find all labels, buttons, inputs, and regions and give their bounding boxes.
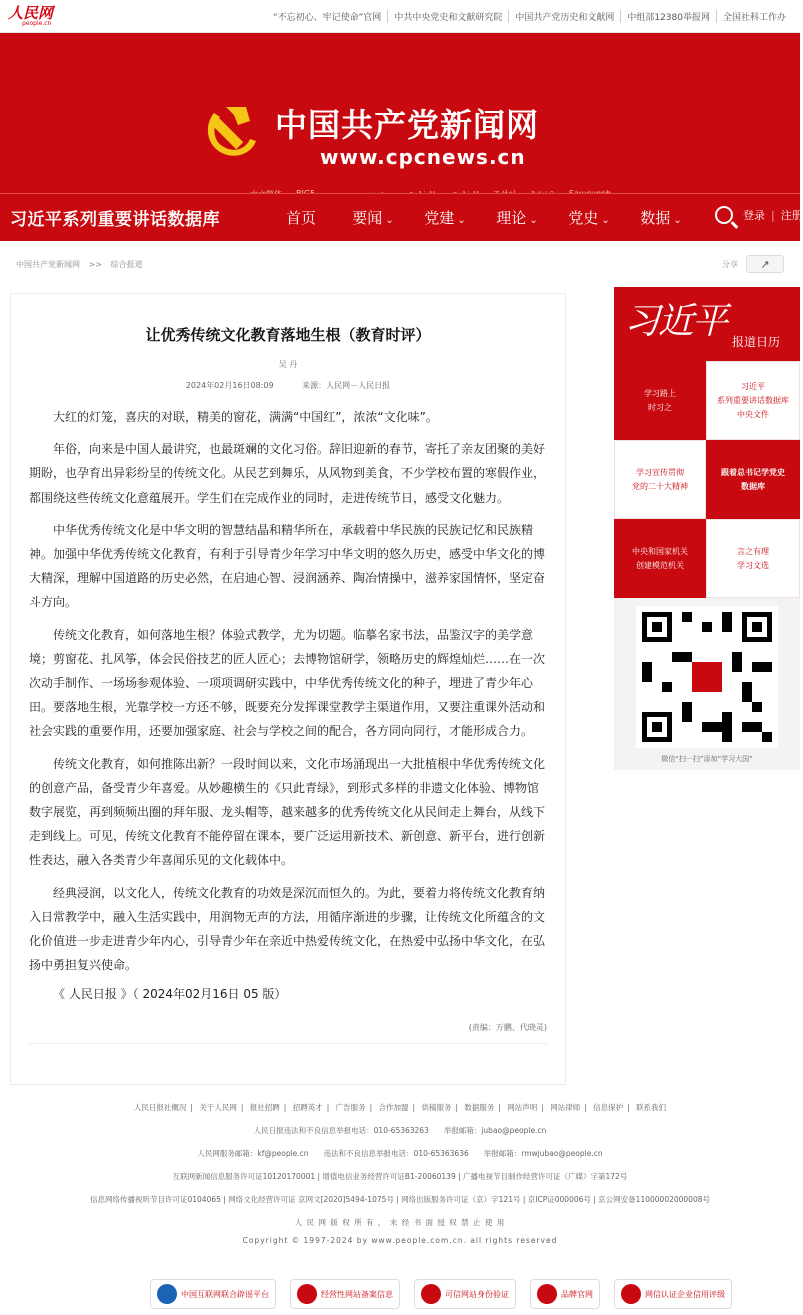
article-author: 吴 丹 bbox=[278, 360, 298, 369]
sidebar-tile[interactable]: 言之有理 学习文选 bbox=[706, 519, 800, 598]
footer-service: 人民网服务邮箱：kf@people.cn 违法和不良信息举报电话：010-65363636 举报邮箱：rmwjubao@people.cn bbox=[197, 1149, 603, 1158]
footer-badges bbox=[150, 1279, 732, 1309]
footer-link[interactable]: 关于人民网 bbox=[199, 1103, 237, 1112]
sidebar-tile[interactable]: 学习宣传贯彻 党的二十大精神 bbox=[614, 440, 706, 519]
article-meta bbox=[29, 380, 547, 391]
badge-label: 可信网站身份验证 bbox=[445, 1289, 509, 1299]
login-link[interactable]: 登录 bbox=[743, 209, 765, 222]
badge[interactable] bbox=[614, 1279, 732, 1309]
article bbox=[10, 293, 566, 1085]
top-link[interactable]: 全国社科工作办 bbox=[716, 10, 792, 23]
content-area bbox=[0, 287, 800, 1087]
footer-link[interactable]: 网站声明 bbox=[507, 1103, 538, 1112]
banner-name: 习近平 bbox=[624, 301, 727, 342]
share-button[interactable] bbox=[746, 255, 784, 273]
article-paragraph: 大红的灯笼，喜庆的对联，精美的窗花，满满“中国红”，浓浓“文化味”。 bbox=[53, 410, 438, 424]
footer-license: 互联网新闻信息服务许可证10120170001 | 增值电信业务经营许可证B1-20060139 | 广播电视节目制作经营许可证（广媒）字第172号 bbox=[172, 1172, 628, 1181]
breadcrumb-home[interactable]: 中国共产党新闻网 bbox=[16, 259, 80, 269]
footer-link[interactable]: 网站律师 bbox=[550, 1103, 581, 1112]
register-link[interactable]: 注册 bbox=[780, 209, 803, 222]
footer-link[interactable]: 联系我们 bbox=[636, 1103, 667, 1112]
share-icon: ↗ bbox=[760, 257, 770, 271]
top-link[interactable]: 中共中央党史和文献研究院 bbox=[387, 10, 508, 23]
sidebar-tile[interactable]: 跟着总书记学党史 数据库 bbox=[706, 440, 800, 519]
divider bbox=[29, 1043, 547, 1044]
footer-link[interactable]: 信息保护 bbox=[593, 1103, 624, 1112]
nav-item-label: 党史 bbox=[568, 209, 599, 227]
top-link[interactable]: “不忘初心、牢记使命”官网 bbox=[272, 12, 382, 23]
footer-link[interactable]: 广告服务 bbox=[335, 1103, 366, 1112]
footer-copyright: Copyright © 1997-2024 by www.people.com.cn. all rights reserved bbox=[242, 1236, 558, 1245]
chevron-down-icon: ⌄ bbox=[601, 215, 610, 226]
nav-item-home[interactable] bbox=[265, 207, 337, 228]
nav-item-data[interactable] bbox=[625, 207, 697, 228]
footer-link[interactable]: 供稿服务 bbox=[421, 1103, 452, 1112]
banner-tag: 报道日历 bbox=[732, 335, 781, 349]
sidebar-tile[interactable]: 习近平 系列重要讲话数据库 中央文件 bbox=[706, 361, 800, 440]
footer-rights: 人 民 网 版 权 所 有 ， 未 经 书 面 授 权 禁 止 使 用 bbox=[294, 1218, 506, 1227]
qr-section bbox=[614, 598, 800, 770]
article-paragraph: 经典浸润，以文化人，传统文化教育的功效是深沉而恒久的。为此，要着力将传统文化教育纳入日常教学中，融入生活实践中，用润物无声的方法，用循序渐进的步骤，让传统文化所蕴含的文化价值进一步走进青少年内心，引导青少年在亲近中热爱传统文化，在热爱中弘扬中华文化，在弘扬中勇担复兴使命。 bbox=[29, 885, 546, 973]
article-paragraph: 传统文化教育，如何落地生根？体验式教学，尤为切题。临摹名家书法，品鉴汉字的美学意境；剪窗花、扎风筝，体会民俗技艺的匠人匠心；去博物馆研学，领略历史的辉煌灿烂……在一次次动手制作、一场场参观体验、一项项调研实践中，中华优秀传统文化的种子，埋进了青少年心田。要落地生根，光靠学校一方还不够，既要充分发挥课堂教学主渠道作用，又要注重课外活动和社会实践的重要作用，还要加强家庭、社会与学校之间的配合，各方同向同行，才能形成合力。 bbox=[29, 627, 546, 739]
breadcrumb bbox=[16, 259, 143, 270]
nav-item-label: 首页 bbox=[285, 209, 316, 227]
sidebar-tile[interactable]: 学习路上 时习之 bbox=[614, 361, 706, 440]
logo-text: 人民网 bbox=[8, 3, 54, 22]
nav-item-label: 党建 bbox=[424, 209, 455, 227]
article-date: 2024年02月16日08:09 bbox=[185, 381, 274, 390]
badge-icon bbox=[537, 1284, 557, 1304]
article-title: 让优秀传统文化教育落地生根（教育时评） bbox=[145, 326, 431, 344]
badge[interactable] bbox=[150, 1279, 276, 1309]
badge-icon bbox=[157, 1284, 177, 1304]
top-link[interactable]: 中组部12380举报网 bbox=[620, 10, 716, 23]
footer-link[interactable]: 招聘英才 bbox=[292, 1103, 323, 1112]
nav-item-label: 理论 bbox=[496, 209, 527, 227]
badge-label: 中国互联网联合辟谣平台 bbox=[181, 1289, 269, 1299]
site-title: 中国共产党新闻网 bbox=[275, 106, 540, 144]
badge-label: 网信认证企业信用评级 bbox=[645, 1289, 725, 1299]
article-source-note: 《 人民日报 》（ 2024年02月16日 05 版） bbox=[53, 987, 287, 1002]
qr-code-icon bbox=[642, 612, 772, 742]
nav-item-news[interactable] bbox=[337, 207, 409, 228]
logo-subtext: people.cn bbox=[22, 19, 52, 27]
footer bbox=[0, 1102, 800, 1253]
breadcrumb-section[interactable]: 综合报道 bbox=[110, 259, 143, 269]
chevron-down-icon: ⌄ bbox=[673, 215, 682, 226]
article-paragraph: 传统文化教育，如何推陈出新？一段时间以来，文化市场涌现出一大批植根中华优秀传统文化的创意产品，备受青少年喜爱。从妙趣横生的《只此青绿》，到形式多样的非遗文化体验、博物馆数字展览，再到频频出圈的拜年服、龙头帽等，越来越多的优秀传统文化从民间走上舞台，从线下走到线上。可见，传统文化教育不能停留在课本，要广泛运用新技术、新创意、新平台，进行创新性表达，融入各类青少年喜闻乐见的文化载体中。 bbox=[29, 756, 546, 868]
qr-code bbox=[636, 606, 778, 748]
nav-item-label: 数据 bbox=[640, 209, 671, 227]
footer-license-2: 信息网络传播视听节目许可证0104065 | 网络文化经营许可证 京网文[2020]5494-1075号 | 网络出版服务许可证（京）字121号 | 京ICP证000006号 | 京公网安备11000002000008号 bbox=[89, 1195, 710, 1204]
top-links bbox=[267, 10, 792, 23]
badge-icon bbox=[421, 1284, 441, 1304]
people-logo[interactable] bbox=[8, 3, 54, 27]
site-url: www.cpcnews.cn bbox=[320, 145, 526, 169]
database-link[interactable]: 习近平系列重要讲话数据库 bbox=[10, 210, 220, 230]
footer-link[interactable]: 人民日报社概况 bbox=[133, 1103, 187, 1112]
badge-label: 经营性网站备案信息 bbox=[321, 1289, 393, 1299]
breadcrumb-sep: >> bbox=[88, 259, 102, 269]
sidebar bbox=[614, 287, 800, 770]
qr-caption: 微信“扫一扫”添加“学习大国” bbox=[661, 755, 753, 763]
chevron-down-icon: ⌄ bbox=[385, 215, 394, 226]
badge[interactable] bbox=[290, 1279, 400, 1309]
nav-item-theory[interactable] bbox=[481, 207, 553, 228]
top-link[interactable]: 中国共产党历史和文献网 bbox=[508, 10, 620, 23]
badge[interactable] bbox=[530, 1279, 600, 1309]
share-label: 分享 bbox=[722, 259, 738, 269]
footer-report: 人民日报违法和不良信息举报电话：010-65363263 举报邮箱：jubao@people.cn bbox=[253, 1126, 547, 1135]
sidebar-tile[interactable]: 中央和国家机关 创建模范机关 bbox=[614, 519, 706, 598]
party-emblem-icon bbox=[200, 101, 262, 163]
breadcrumb-row bbox=[0, 241, 800, 287]
badge[interactable] bbox=[414, 1279, 516, 1309]
article-editor: (责编：万鹏、代晓灵) bbox=[468, 1023, 547, 1033]
footer-links: 人民日报社概况 | 关于人民网 | 报社招聘 | 招聘英才 | 广告服务 | 合作加盟 | 供稿服务 | 数据服务 | 网站声明 | 网站律师 | 信息保护 | 联系我们 bbox=[133, 1103, 667, 1112]
nav-item-party[interactable] bbox=[409, 207, 481, 228]
nav-item-label: 要闻 bbox=[352, 209, 383, 227]
sidebar-grid bbox=[614, 361, 800, 598]
report-calendar-banner[interactable] bbox=[614, 287, 800, 361]
badge-label: 品牌官网 bbox=[561, 1289, 593, 1299]
footer-link[interactable]: 数据服务 bbox=[464, 1103, 495, 1112]
share-area bbox=[722, 255, 784, 273]
top-bar bbox=[0, 0, 800, 33]
footer-link[interactable]: 报社招聘 bbox=[249, 1103, 280, 1112]
footer-link[interactable]: 合作加盟 bbox=[378, 1103, 409, 1112]
site-banner bbox=[0, 33, 800, 193]
badge-icon bbox=[621, 1284, 641, 1304]
nav-items bbox=[265, 207, 697, 228]
main-nav bbox=[0, 193, 803, 241]
article-source[interactable]: 来源：人民网－人民日报 bbox=[302, 381, 391, 390]
badge-icon bbox=[297, 1284, 317, 1304]
article-paragraph: 年俗，向来是中国人最讲究，也最斑斓的文化习俗。辞旧迎新的春节，寄托了亲友团聚的美好期盼，也孕育出异彩纷呈的传统文化。从民艺到舞乐，从风物到美食，不少学校布置的寒假作业，都围绕这些传统文化意蕴展开。学生们在完成作业的同时，走进传统节日，感受文化魅力。 bbox=[29, 442, 546, 505]
article-paragraph: 中华优秀传统文化是中华文明的智慧结晶和精华所在，承载着中华民族的民族记忆和民族精神。加强中华优秀传统文化教育，有利于引导青少年学习中华文明的悠久历史，感受中华文化的博大精深，理解中国道路的历史必然，在启迪心智、浸润涵养、陶冶情操中，滋养家国情怀，坚定奋斗方向。 bbox=[29, 522, 546, 610]
nav-divider: | bbox=[771, 208, 775, 222]
nav-user bbox=[715, 206, 803, 224]
search-icon[interactable] bbox=[715, 206, 733, 224]
chevron-down-icon: ⌄ bbox=[529, 215, 538, 226]
nav-item-history[interactable] bbox=[553, 207, 625, 228]
article-body bbox=[29, 405, 547, 977]
chevron-down-icon: ⌄ bbox=[457, 215, 466, 226]
